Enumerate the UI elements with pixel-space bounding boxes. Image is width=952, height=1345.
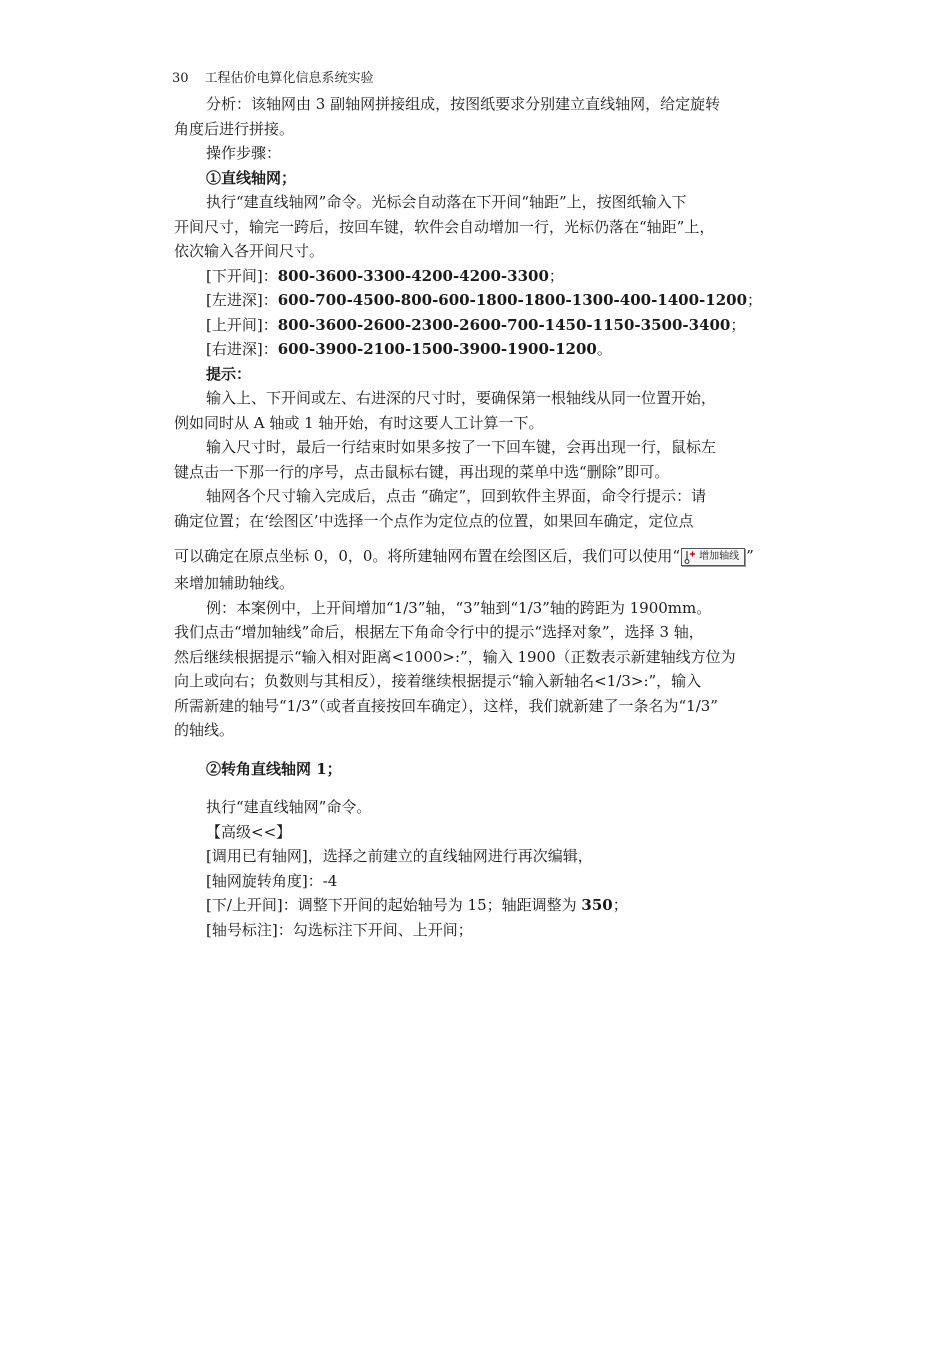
example-line-1: 例：本案例中，上开间增加“1/3”轴，“3”轴到“1/3”轴的跨距为 1900mm。 (206, 598, 712, 617)
tip-2-line-2: 键点击一下那一行的序号，点击鼠标右键，再出现的菜单中选“删除”即可。 (174, 462, 670, 481)
section-2-span (174, 893, 780, 918)
section-2-rotate-angle: [轴网旋转角度]：-4 (206, 871, 338, 890)
tip-3-line-2: 确定位置；在‘绘图区’中选择一个点作为定位点的位置，如果回车确定，定位点 (174, 511, 694, 530)
param-top-span (174, 313, 780, 338)
running-header (172, 68, 780, 92)
param-end: ； (730, 315, 746, 334)
tip-1-line-2: 例如同时从 A 轴或 1 轴开始，有时这要人工计算一下。 (174, 413, 544, 432)
param-label: [下开间]： (206, 266, 278, 285)
add-axis-icon (684, 550, 696, 564)
section-1-intro-2: 开间尺寸，输完一跨后，按回车键，软件会自动增加一行，光标仍落在“轴距”上， (174, 217, 715, 236)
param-left-depth (174, 288, 780, 313)
tip-3-text: 可以确定在原点坐标 0，0，0。将所建轴网布置在绘图区后，我们可以使用“ (174, 547, 681, 565)
section-1-intro-3: 依次输入各开间尺寸。 (174, 242, 325, 260)
tip-3-quote-close: ” (746, 547, 754, 565)
param-label: [左进深]： (206, 291, 278, 309)
example-line-3: 然后继续根据提示“输入相对距离<1000>:”，输入 1900（正数表示新建轴线方位为 (174, 647, 736, 666)
example-line-6: 的轴线。 (174, 721, 235, 739)
param-value: 600-3900-2100-1500-3900-1900-1200 (277, 340, 597, 358)
steps-title: 操作步骤： (206, 144, 282, 162)
param-value: 600-700-4500-800-600-1800-1800-1300-400-1400-1200 (277, 291, 748, 309)
page-number: 30 (172, 71, 189, 86)
param-end: ； (747, 291, 763, 309)
add-axis-button[interactable] (681, 548, 745, 566)
section-1-intro-1: 执行“建直线轴网”命令。光标会自动落在下开间“轴距”上，按图纸输入下 (206, 193, 687, 211)
section-2-exec: 执行“建直线轴网”命令。 (206, 798, 372, 816)
section-2-heading: ②转角直线轴网 1； (206, 759, 342, 778)
param-bottom-span (174, 264, 780, 289)
section-1-heading: ①直线轴网； (206, 168, 297, 187)
analysis-line-1: 分析：该轴网由 3 副轴网拼接组成，按图纸要求分别建立直线轴网，给定旋转 (206, 95, 721, 113)
example-line-2: 我们点击“增加轴线”命后，根据左下角命令行中的提示“选择对象”，选择 3 轴， (174, 623, 704, 641)
section-2-axis-label: [轴号标注]：勾选标注下开间、上开间； (206, 920, 473, 939)
section-2-call-existing: [调用已有轴网]，选择之前建立的直线轴网进行再次编辑， (206, 847, 593, 865)
book-title: 工程估价电算化信息系统实验 (204, 71, 374, 86)
analysis-line-2: 角度后进行拼接。 (174, 119, 295, 138)
param-label: [上开间]： (206, 315, 278, 334)
param-right-depth (174, 337, 780, 362)
tip-1-line-1: 输入上、下开间或左、右进深的尺寸时，要确保第一根轴线从同一位置开始， (206, 389, 717, 407)
page-content (174, 68, 780, 942)
param-end: 。 (596, 340, 612, 358)
example-line-4: 向上或向右；负数则与其相反），接着继续根据提示“输入新轴名<1/3>:”，输入 (174, 672, 702, 690)
section-2-advanced: 【高级<<】 (206, 822, 292, 841)
tip-2-line-1: 输入尺寸时，最后一行结束时如果多按了一下回车键，会再出现一行，鼠标左 (206, 438, 717, 456)
param-end: ； (548, 266, 564, 285)
param-value: 800-3600-3300-4200-4200-3300 (277, 266, 549, 285)
tip-heading: 提示： (206, 364, 252, 383)
span-end: ； (612, 896, 628, 914)
span-text: [下/上开间]：调整下开间的起始轴号为 15；轴距调整为 (206, 896, 582, 914)
param-value: 800-3600-2600-2300-2600-700-1450-1150-3500-3400 (277, 315, 731, 334)
span-value: 350 (581, 896, 613, 914)
add-axis-button-label: 增加轴线 (699, 551, 740, 562)
example-line-5: 所需新建的轴号“1/3”（或者直接按回车确定），这样，我们就新建了一条名为“1/3” (174, 696, 718, 715)
tip-3-line-4: 来增加辅助轴线。 (174, 574, 295, 592)
tip-3-line-1: 轴网各个尺寸输入完成后，点击 “确定”，回到软件主界面，命令行提示：请 (206, 487, 707, 505)
tip-3-line-3 (174, 541, 780, 571)
param-label: [右进深]： (206, 340, 278, 358)
